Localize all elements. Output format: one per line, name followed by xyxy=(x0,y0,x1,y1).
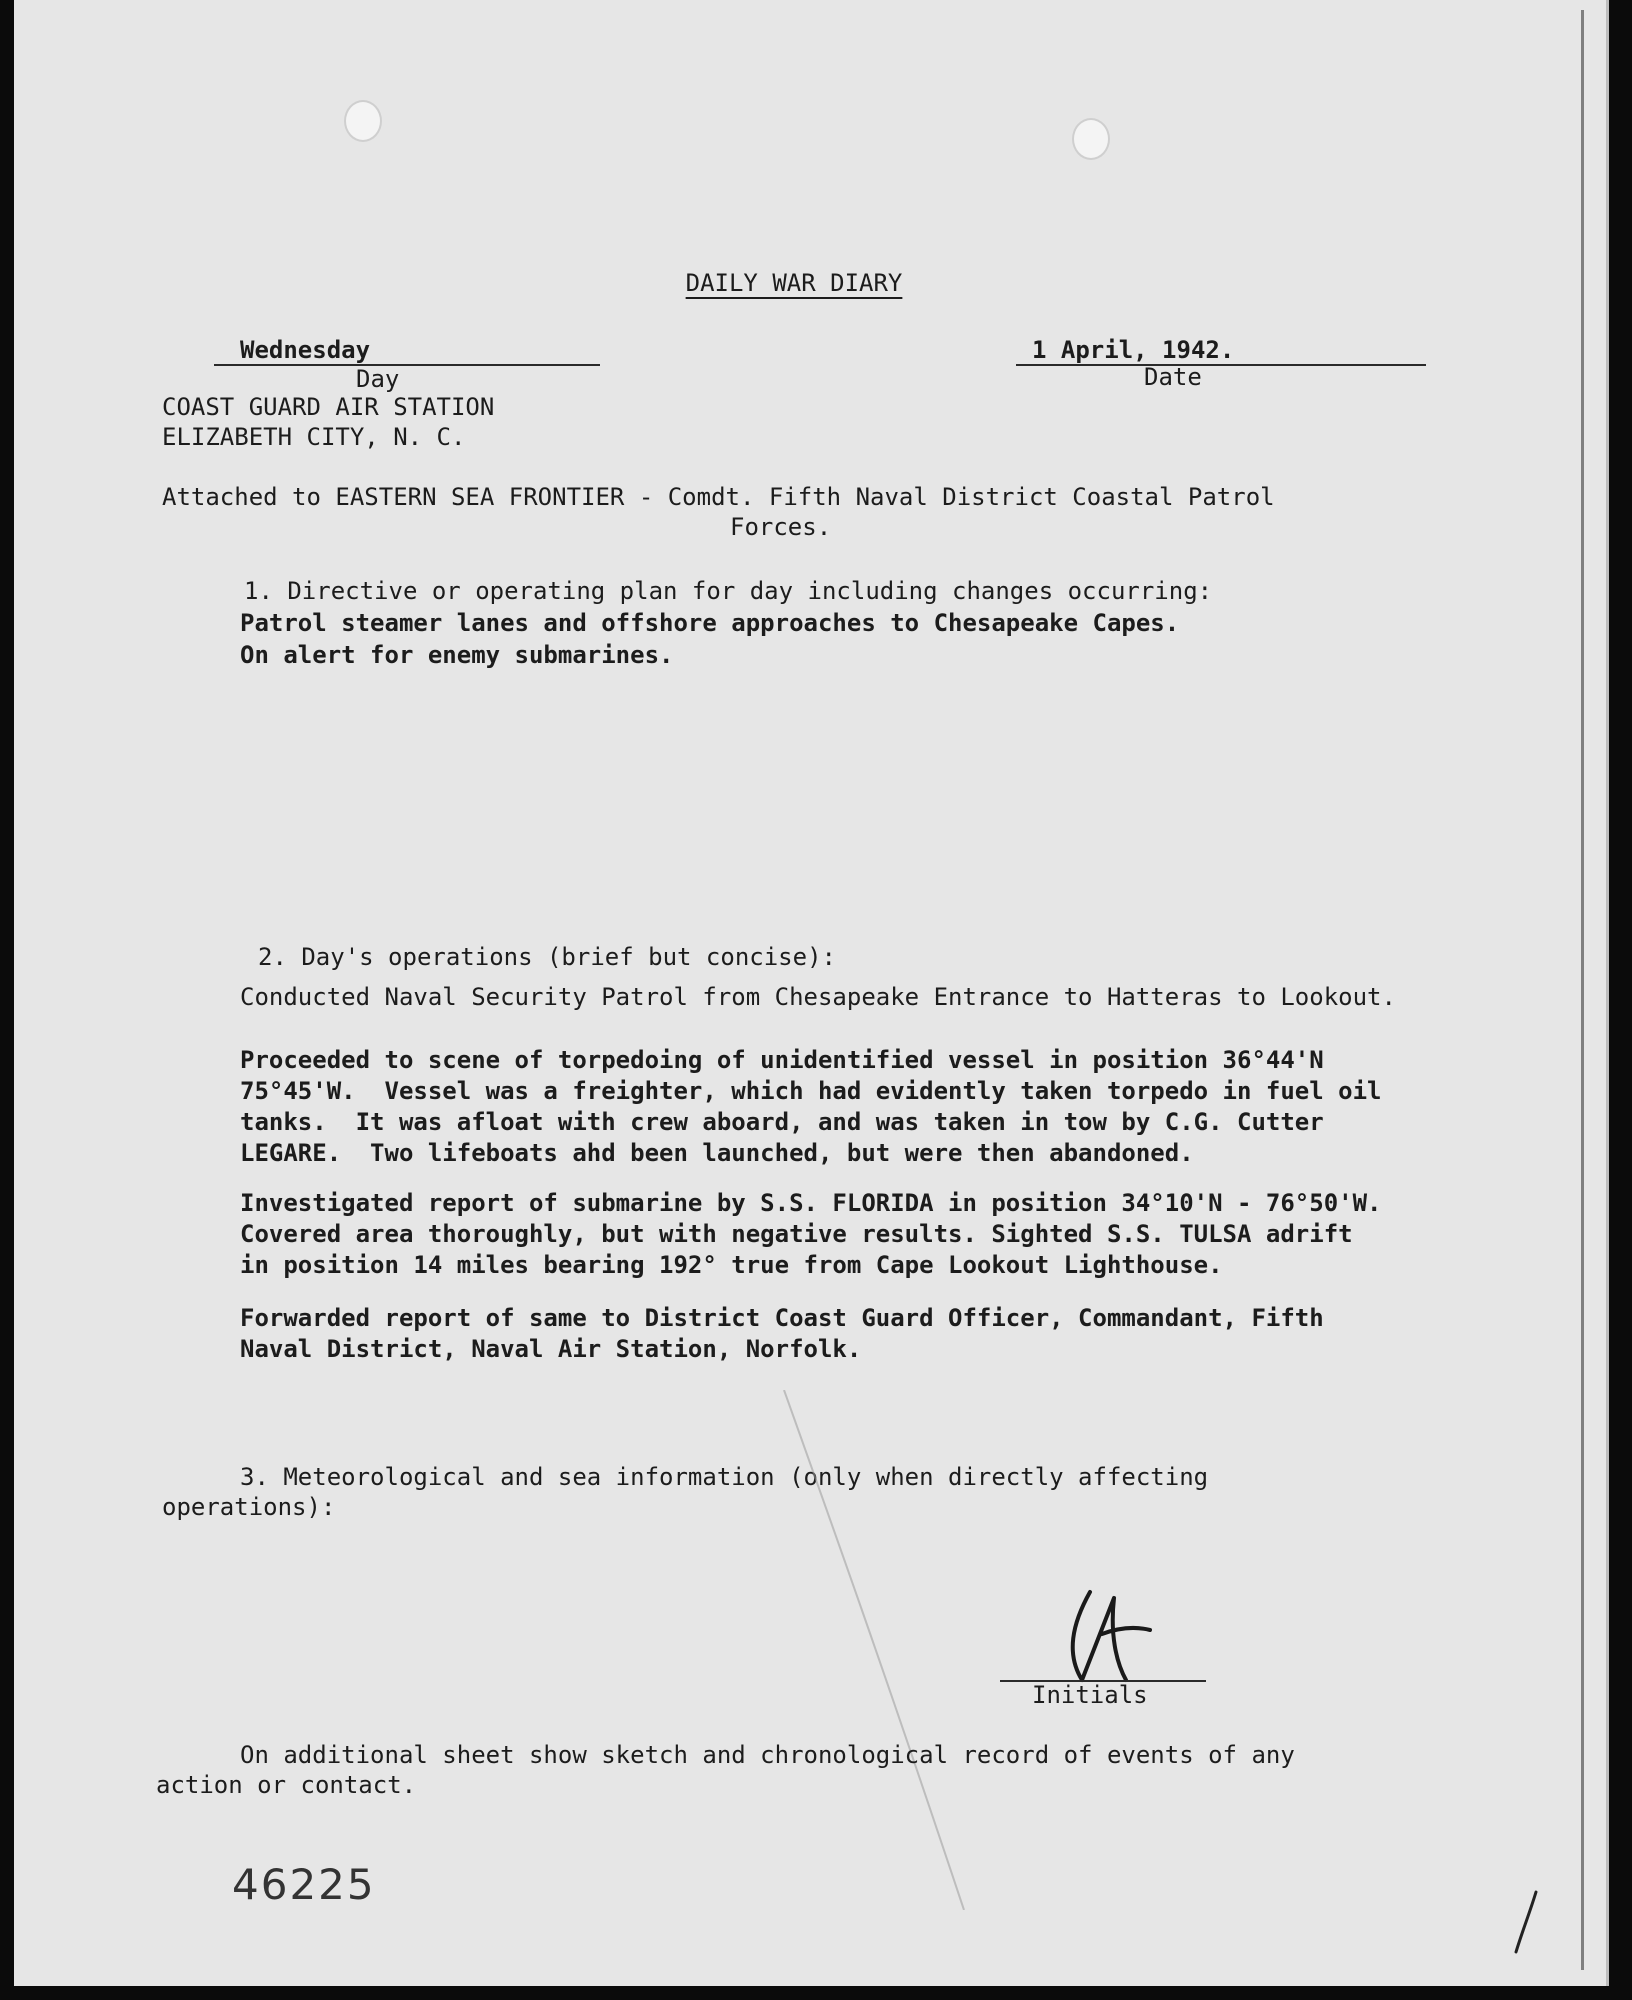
section3-line-1: 3. Meteorological and sea information (only when directly affecting xyxy=(240,1463,1209,1491)
section2-para3-line-2: Covered area thoroughly, but with negative results. Sighted S.S. TULSA adrift xyxy=(240,1220,1353,1248)
day-rule xyxy=(214,364,600,366)
date-label: Date xyxy=(1144,363,1202,391)
section2-para2-line-3: tanks. It was afloat with crew aboard, and was taken in tow by C.G. Cutter xyxy=(240,1108,1324,1136)
section3-line-2: operations): xyxy=(162,1493,336,1521)
footer-line-2: action or contact. xyxy=(156,1771,417,1799)
section1-line-1: Patrol steamer lanes and offshore approaches to Chesapeake Capes. xyxy=(240,609,1180,637)
section2-para4-line-1: Forwarded report of same to District Coast Guard Officer, Commandant, Fifth xyxy=(240,1304,1324,1332)
attached-line-1: Attached to EASTERN SEA FRONTIER - Comdt. Fifth Naval District Coastal Patrol xyxy=(162,483,1275,511)
document-title: DAILY WAR DIARY xyxy=(685,269,903,297)
attached-line-2: Forces. xyxy=(730,513,832,541)
section2-para1-line-1: Conducted Naval Security Patrol from Chesapeake Entrance to Hatteras to Lookout. xyxy=(240,983,1396,1011)
section2-para4-line-2: Naval District, Naval Air Station, Norfolk. xyxy=(240,1335,862,1363)
archive-stamp-number: 46225 xyxy=(232,1860,376,1909)
punch-hole-left xyxy=(344,100,382,142)
section2-para2-line-4: LEGARE. Two lifeboats ahd been launched, but were then abandoned. xyxy=(240,1139,1194,1167)
date-rule xyxy=(1016,364,1426,366)
punch-hole-right xyxy=(1072,118,1110,160)
day-value: Wednesday xyxy=(240,336,371,364)
section2-para2-line-1: Proceeded to scene of torpedoing of unidentified vessel in position 36°44'N xyxy=(240,1046,1324,1074)
initials-label: Initials xyxy=(1032,1681,1148,1709)
station-line-2: ELIZABETH CITY, N. C. xyxy=(162,423,466,451)
initials-signature xyxy=(1052,1584,1162,1694)
section2-para3-line-3: in position 14 miles bearing 192° true from Cape Lookout Lighthouse. xyxy=(240,1251,1223,1279)
page-number-mark xyxy=(1508,1888,1548,1958)
page-edge-shadow xyxy=(1581,10,1584,1970)
section1-line-2: On alert for enemy submarines. xyxy=(240,641,674,669)
footer-line-1: On additional sheet show sketch and chronological record of events of any xyxy=(240,1741,1295,1769)
section2-para3-line-1: Investigated report of submarine by S.S. FLORIDA in position 34°10'N - 76°50'W. xyxy=(240,1189,1382,1217)
day-label: Day xyxy=(356,365,400,393)
section2-heading: 2. Day's operations (brief but concise): xyxy=(258,943,836,971)
section2-para2-line-2: 75°45'W. Vessel was a freighter, which had evidently taken torpedo in fuel oil xyxy=(240,1077,1382,1105)
station-line-1: COAST GUARD AIR STATION xyxy=(162,393,495,421)
date-value: 1 April, 1942. xyxy=(1032,336,1235,364)
section1-heading: 1. Directive or operating plan for day including changes occurring: xyxy=(244,577,1213,605)
document-page xyxy=(14,0,1609,1986)
paper-crease xyxy=(774,1390,974,1910)
